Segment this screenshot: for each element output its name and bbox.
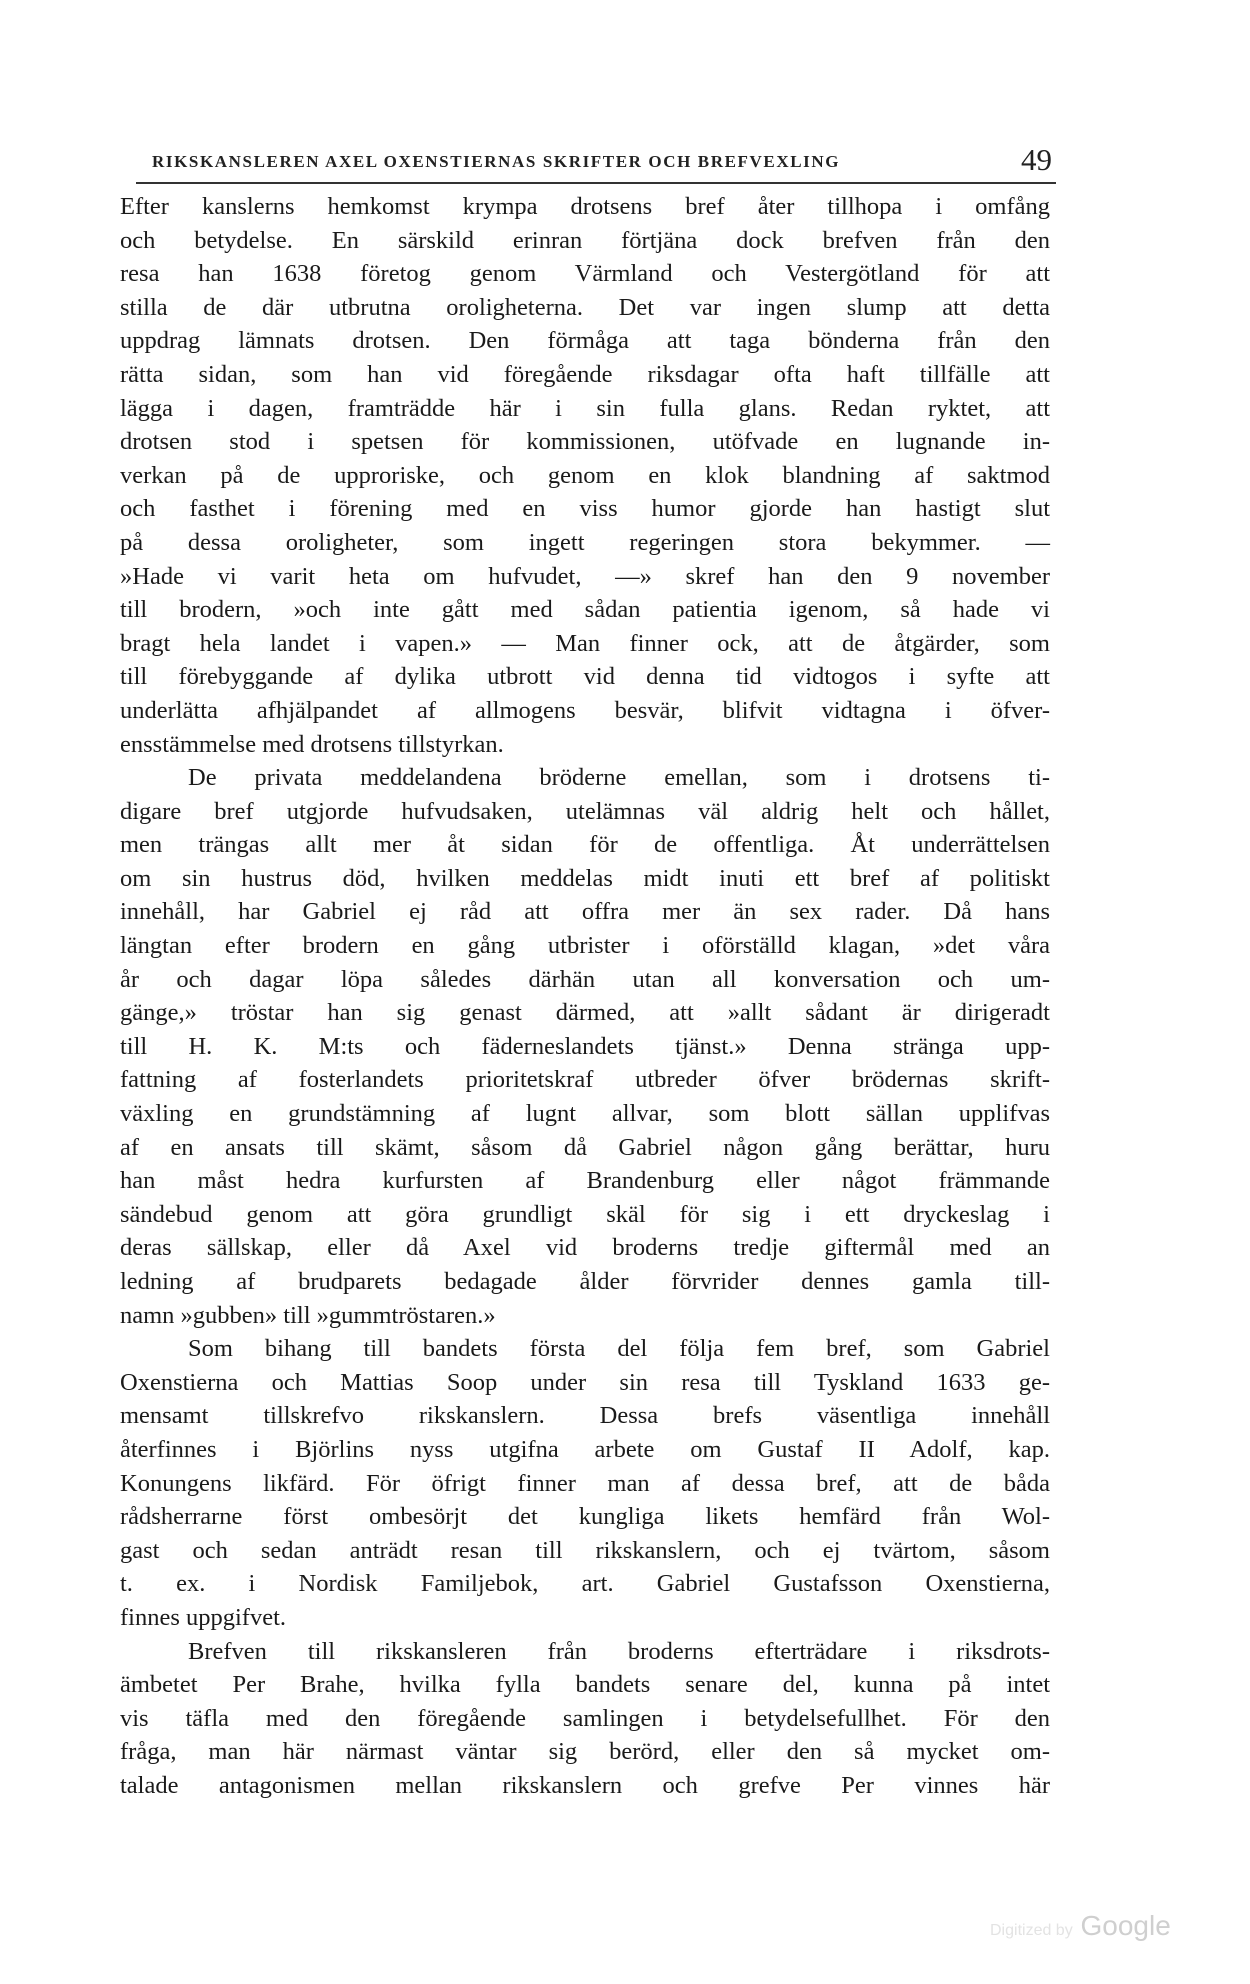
text-line: rätta sidan, som han vid föregående riksdagar ofta haft tillfälle att bbox=[120, 360, 1050, 388]
text-line: innehåll, har Gabriel ej råd att offra mer än sex rader. Då hans bbox=[120, 898, 1050, 926]
text-line: verkan på de upproriske, och genom en klok blandning af saktmod bbox=[120, 461, 1050, 489]
text-line: resa han 1638 företog genom Värmland och Vestergötland för att bbox=[120, 260, 1050, 288]
text-line: finnes uppgifvet. bbox=[120, 1603, 287, 1631]
text-line: digare bref utgjorde hufvudsaken, utelämnas väl aldrig helt och hållet, bbox=[120, 797, 1050, 825]
watermark-prefix: Digitized by bbox=[990, 1922, 1073, 1939]
text-line: vis täfla med den föregående samlingen i betydelsefullhet. För den bbox=[120, 1704, 1050, 1732]
text-line: till brodern, »och inte gått med sådan patientia igenom, så hade vi bbox=[120, 596, 1050, 624]
text-line: t. ex. i Nordisk Familjebok, art. Gabriel Gustafsson Oxenstierna, bbox=[120, 1570, 1050, 1598]
text-line: och betydelse. En särskild erinran förtjäna dock brefven från den bbox=[120, 226, 1050, 254]
text-line: rådsherrarne först ombesörjt det kungliga likets hemfärd från Wol- bbox=[120, 1503, 1050, 1531]
text-line: namn »gubben» till »gummtröstaren.» bbox=[120, 1301, 496, 1329]
text-line: växling en grundstämning af lugnt allvar, som blott sällan upplifvas bbox=[120, 1100, 1050, 1128]
text-line: ensstämmelse med drotsens tillstyrkan. bbox=[120, 730, 504, 758]
running-head bbox=[152, 142, 1052, 182]
text-line: af en ansats till skämt, såsom då Gabriel någon gång berättar, huru bbox=[120, 1133, 1050, 1161]
text-line: Brefven till rikskansleren från broderns efterträdare i riksdrots- bbox=[188, 1637, 1050, 1665]
text-line: han måst hedra kurfursten af Brandenburg eller något främmande bbox=[120, 1167, 1050, 1195]
text-line: gänge,» tröstar han sig genast därmed, att »allt sådant är dirigeradt bbox=[120, 999, 1050, 1027]
text-line: till H. K. M:ts och fäderneslandets tjänst.» Denna stränga upp- bbox=[120, 1032, 1050, 1060]
text-line: drotsen stod i spetsen för kommissionen, utöfvade en lugnande in- bbox=[120, 428, 1050, 456]
text-line: och fasthet i förening med en viss humor gjorde han hastigt slut bbox=[120, 495, 1050, 523]
running-title: RIKSKANSLEREN AXEL OXENSTIERNAS SKRIFTER OCH BREFVEXLING bbox=[152, 152, 841, 171]
text-line: stilla de där utbrutna oroligheterna. Det var ingen slump att detta bbox=[120, 293, 1050, 321]
text-line: Oxenstierna och Mattias Soop under sin resa till Tyskland 1633 ge- bbox=[120, 1368, 1050, 1396]
text-line: deras sällskap, eller då Axel vid broderns tredje giftermål med an bbox=[120, 1234, 1050, 1262]
digitized-by-google-watermark bbox=[990, 1910, 1171, 1942]
text-line: fråga, man här närmast väntar sig berörd, eller den så mycket om- bbox=[120, 1738, 1050, 1766]
header-rule bbox=[136, 182, 1056, 184]
text-line: ämbetet Per Brahe, hvilka fylla bandets senare del, kunna på intet bbox=[120, 1671, 1050, 1699]
text-line: Efter kanslerns hemkomst krympa drotsens bref åter tillhopa i omfång bbox=[120, 193, 1050, 220]
text-line: sändebud genom att göra grundligt skäl för sig i ett dryckeslag i bbox=[120, 1200, 1050, 1228]
watermark-brand: Google bbox=[1080, 1910, 1171, 1941]
text-line: De privata meddelandena bröderne emellan, som i drotsens ti- bbox=[188, 764, 1050, 792]
text-line: lägga i dagen, framträdde här i sin fulla glans. Redan ryktet, att bbox=[120, 394, 1050, 422]
body-text bbox=[120, 190, 1050, 1803]
text-line: mensamt tillskrefvo rikskanslern. Dessa brefs väsentliga innehåll bbox=[120, 1402, 1050, 1430]
text-line: längtan efter brodern en gång utbrister i oförställd klagan, »det våra bbox=[120, 932, 1050, 960]
text-line: bragt hela landet i vapen.» — Man finner ock, att de åtgärder, som bbox=[120, 629, 1050, 657]
text-line: fattning af fosterlandets prioritetskraf utbreder öfver brödernas skrift- bbox=[120, 1066, 1050, 1094]
text-line: men trängas allt mer åt sidan för de offentliga. Åt underrättelsen bbox=[120, 831, 1050, 859]
text-line: gast och sedan anträdt resan till rikskanslern, och ej tvärtom, såsom bbox=[120, 1536, 1050, 1564]
text-line: återfinnes i Björlins nyss utgifna arbete om Gustaf II Adolf, kap. bbox=[120, 1435, 1050, 1463]
text-line: på dessa oroligheter, som ingett regeringen stora bekymmer. — bbox=[120, 528, 1050, 556]
text-line: om sin hustrus död, hvilken meddelas midt inuti ett bref af politiskt bbox=[120, 864, 1050, 892]
text-line: Som bihang till bandets första del följa fem bref, som Gabriel bbox=[188, 1335, 1050, 1363]
text-line: Konungens likfärd. För öfrigt finner man af dessa bref, att de båda bbox=[120, 1469, 1050, 1497]
text-line: år och dagar löpa således därhän utan all konversation och um- bbox=[120, 965, 1050, 993]
text-line: till förebyggande af dylika utbrott vid denna tid vidtogos i syfte att bbox=[120, 663, 1050, 691]
text-line: uppdrag lämnats drotsen. Den förmåga att taga bönderna från den bbox=[120, 327, 1050, 355]
text-line: »Hade vi varit heta om hufvudet, —» skref han den 9 november bbox=[120, 562, 1050, 590]
page-number: 49 bbox=[1021, 142, 1052, 177]
text-line: ledning af brudparets bedagade ålder förvrider dennes gamla till- bbox=[120, 1268, 1050, 1295]
text-line: talade antagonismen mellan rikskanslern och grefve Per vinnes här bbox=[120, 1771, 1050, 1799]
text-line: underlätta afhjälpandet af allmogens besvär, blifvit vidtagna i öfver- bbox=[120, 696, 1050, 724]
